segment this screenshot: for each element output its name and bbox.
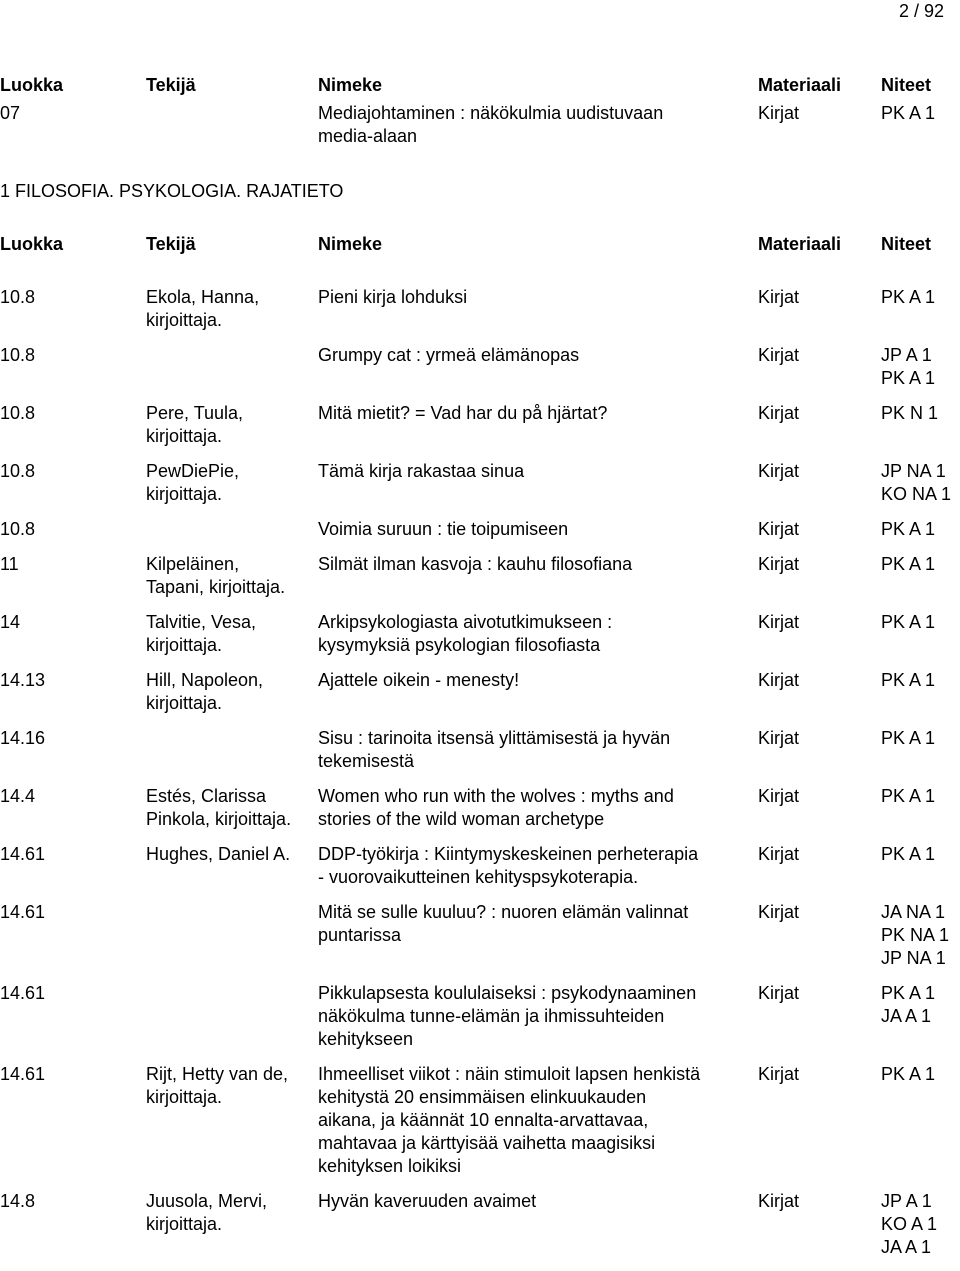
cell-materiaali xyxy=(758,102,881,125)
cell-materiaali xyxy=(758,518,881,541)
cell-materiaali-line: Kirjat xyxy=(758,844,800,864)
table-row xyxy=(0,1190,960,1259)
cell-tekija xyxy=(146,611,318,657)
table-row xyxy=(0,727,960,773)
cell-nimeke-line: Pikkulapsesta koululaiseksi : psykodynaaminen xyxy=(318,983,697,1003)
table-row xyxy=(0,286,960,332)
cell-luokka xyxy=(0,982,146,1005)
cell-luokka-line: 07 xyxy=(0,103,21,123)
cell-materiaali xyxy=(758,1063,881,1086)
cell-nimeke-line: Women who run with the wolves : myths and xyxy=(318,786,674,806)
cell-nimeke-line: Sisu : tarinoita itsensä ylittämisestä ja hyvän xyxy=(318,728,671,748)
cell-tekija-line: kirjoittaja. xyxy=(146,484,223,504)
cell-nimeke-line: Arkipsykologiasta aivotutkimukseen : xyxy=(318,612,613,632)
cell-tekija-line: Talvitie, Vesa, xyxy=(146,612,257,632)
cell-niteet xyxy=(881,727,960,750)
cell-tekija xyxy=(146,286,318,332)
cell-materiaali xyxy=(758,402,881,425)
cell-tekija-line: Estés, Clarissa xyxy=(146,786,267,806)
table-row xyxy=(0,785,960,831)
cell-tekija-line: Hughes, Daniel A. xyxy=(146,844,291,864)
table-header-main xyxy=(0,233,960,256)
cell-niteet-line: JP NA 1 xyxy=(881,948,946,968)
cell-nimeke xyxy=(318,785,758,831)
cell-niteet xyxy=(881,901,960,970)
cell-materiaali xyxy=(758,611,881,634)
cell-niteet xyxy=(881,1190,960,1259)
table-row xyxy=(0,553,960,599)
cell-luokka xyxy=(0,669,146,692)
cell-luokka-line: 11 xyxy=(0,554,19,574)
cell-luokka-line: 14 xyxy=(0,612,21,632)
cell-tekija-line: kirjoittaja. xyxy=(146,1087,223,1107)
cell-tekija xyxy=(146,460,318,506)
cell-luokka-line: 10.8 xyxy=(0,287,36,307)
cell-luokka xyxy=(0,1063,146,1086)
table-row xyxy=(0,1063,960,1178)
header-materiaali: Materiaali xyxy=(758,75,842,95)
cell-nimeke xyxy=(318,460,758,483)
cell-niteet-line: PK A 1 xyxy=(881,844,936,864)
cell-niteet-line: PK A 1 xyxy=(881,1064,936,1084)
cell-nimeke xyxy=(318,344,758,367)
cell-nimeke xyxy=(318,518,758,541)
cell-materiaali xyxy=(758,1190,881,1213)
table-row xyxy=(0,460,960,506)
cell-materiaali-line: Kirjat xyxy=(758,403,800,423)
header-luokka: Luokka xyxy=(0,234,64,254)
cell-materiaali-line: Kirjat xyxy=(758,554,800,574)
cell-nimeke-line: Voimia suruun : tie toipumiseen xyxy=(318,519,569,539)
cell-materiaali xyxy=(758,785,881,808)
table-row xyxy=(0,843,960,889)
cell-niteet-line: PK A 1 xyxy=(881,519,936,539)
cell-nimeke-line: kehityksen loikiksi xyxy=(318,1156,462,1176)
cell-luokka xyxy=(0,611,146,634)
cell-nimeke xyxy=(318,553,758,576)
cell-materiaali xyxy=(758,460,881,483)
cell-luokka-line: 14.16 xyxy=(0,728,46,748)
cell-nimeke xyxy=(318,286,758,309)
cell-niteet xyxy=(881,286,960,309)
top-rows xyxy=(0,102,960,160)
cell-tekija xyxy=(146,1190,318,1236)
cell-luokka-line: 14.61 xyxy=(0,844,46,864)
cell-niteet xyxy=(881,843,960,866)
cell-niteet-line: PK A 1 xyxy=(881,287,936,307)
cell-nimeke-line: Mediajohtaminen : näkökulmia uudistuvaan xyxy=(318,103,664,123)
cell-luokka xyxy=(0,518,146,541)
cell-nimeke-line: Mitä mietit? = Vad har du på hjärtat? xyxy=(318,403,608,423)
table-row xyxy=(0,611,960,657)
cell-niteet xyxy=(881,344,960,390)
cell-nimeke-line: näkökulma tunne-elämän ja ihmissuhteiden xyxy=(318,1006,665,1026)
cell-luokka xyxy=(0,1190,146,1213)
cell-tekija-line: Pere, Tuula, xyxy=(146,403,244,423)
cell-nimeke xyxy=(318,1190,758,1213)
cell-nimeke-line: media-alaan xyxy=(318,126,418,146)
cell-luokka-line: 14.13 xyxy=(0,670,46,690)
cell-nimeke-line: tekemisestä xyxy=(318,751,415,771)
cell-niteet-line: JP NA 1 xyxy=(881,461,946,481)
cell-materiaali-line: Kirjat xyxy=(758,902,800,922)
cell-nimeke xyxy=(318,102,758,148)
cell-materiaali-line: Kirjat xyxy=(758,612,800,632)
table-row xyxy=(0,982,960,1051)
cell-nimeke-line: kysymyksiä psykologian filosofiasta xyxy=(318,635,601,655)
cell-luokka xyxy=(0,344,146,367)
header-niteet: Niteet xyxy=(881,234,932,254)
header-niteet: Niteet xyxy=(881,75,932,95)
cell-nimeke-line: Tämä kirja rakastaa sinua xyxy=(318,461,525,481)
cell-tekija-line: Hill, Napoleon, xyxy=(146,670,264,690)
cell-nimeke-line: Silmät ilman kasvoja : kauhu filosofiana xyxy=(318,554,633,574)
cell-niteet-line: JA A 1 xyxy=(881,1237,932,1257)
cell-materiaali-line: Kirjat xyxy=(758,345,800,365)
cell-niteet-line: PK A 1 xyxy=(881,612,936,632)
cell-niteet xyxy=(881,611,960,634)
cell-nimeke xyxy=(318,669,758,692)
cell-materiaali-line: Kirjat xyxy=(758,786,800,806)
cell-niteet-line: JP A 1 xyxy=(881,1191,932,1211)
cell-nimeke-line: Mitä se sulle kuuluu? : nuoren elämän valinnat xyxy=(318,902,689,922)
cell-tekija-line: kirjoittaja. xyxy=(146,426,223,446)
cell-luokka xyxy=(0,286,146,309)
cell-luokka xyxy=(0,901,146,924)
cell-niteet xyxy=(881,982,960,1028)
cell-luokka xyxy=(0,785,146,808)
cell-luokka-line: 10.8 xyxy=(0,345,36,365)
cell-niteet xyxy=(881,553,960,576)
cell-nimeke-line: mahtavaa ja kärttyisää vaihetta maagisiksi xyxy=(318,1133,656,1153)
cell-luokka xyxy=(0,402,146,425)
table-row xyxy=(0,402,960,448)
cell-nimeke xyxy=(318,402,758,425)
cell-nimeke-line: kehitykseen xyxy=(318,1029,414,1049)
cell-niteet xyxy=(881,402,960,425)
cell-niteet xyxy=(881,1063,960,1086)
cell-nimeke-line: Grumpy cat : yrmeä elämänopas xyxy=(318,345,580,365)
cell-niteet-line: PK N 1 xyxy=(881,403,939,423)
cell-nimeke-line: puntarissa xyxy=(318,925,402,945)
cell-tekija-line: kirjoittaja. xyxy=(146,310,223,330)
page-number: 2 / 92 xyxy=(898,1,944,21)
cell-luokka-line: 14.4 xyxy=(0,786,36,806)
cell-nimeke xyxy=(318,843,758,889)
header-luokka: Luokka xyxy=(0,75,64,95)
cell-tekija xyxy=(146,1063,318,1109)
cell-nimeke-line: Hyvän kaveruuden avaimet xyxy=(318,1191,537,1211)
cell-tekija-line: Ekola, Hanna, xyxy=(146,287,260,307)
cell-nimeke-line: stories of the wild woman archetype xyxy=(318,809,605,829)
cell-niteet-line: PK NA 1 xyxy=(881,925,950,945)
table-header-top xyxy=(0,74,960,97)
main-rows xyxy=(0,286,960,1271)
cell-materiaali-line: Kirjat xyxy=(758,728,800,748)
cell-tekija-line: PewDiePie, xyxy=(146,461,240,481)
cell-nimeke xyxy=(318,982,758,1051)
cell-nimeke xyxy=(318,901,758,947)
cell-niteet xyxy=(881,669,960,692)
table-row xyxy=(0,669,960,715)
header-nimeke: Nimeke xyxy=(318,234,383,254)
cell-tekija xyxy=(146,843,318,866)
cell-materiaali-line: Kirjat xyxy=(758,1191,800,1211)
cell-materiaali-line: Kirjat xyxy=(758,983,800,1003)
section-title: 1 FILOSOFIA. PSYKOLOGIA. RAJATIETO xyxy=(0,181,344,201)
cell-tekija-line: Kilpeläinen, xyxy=(146,554,240,574)
header-tekija: Tekijä xyxy=(146,234,196,254)
cell-materiaali xyxy=(758,727,881,750)
cell-tekija xyxy=(146,553,318,599)
cell-niteet-line: PK A 1 xyxy=(881,670,936,690)
cell-nimeke xyxy=(318,727,758,773)
cell-nimeke-line: DDP-työkirja : Kiintymyskeskeinen perheterapia xyxy=(318,844,699,864)
cell-niteet xyxy=(881,460,960,506)
cell-luokka xyxy=(0,102,146,125)
cell-nimeke-line: Ihmeelliset viikot : näin stimuloit lapsen henkistä xyxy=(318,1064,701,1084)
cell-niteet-line: PK A 1 xyxy=(881,368,936,388)
cell-materiaali xyxy=(758,843,881,866)
cell-luokka xyxy=(0,460,146,483)
cell-nimeke-line: kehitystä 20 ensimmäisen elinkuukauden xyxy=(318,1087,647,1107)
cell-niteet xyxy=(881,785,960,808)
cell-tekija-line: Juusola, Mervi, xyxy=(146,1191,268,1211)
cell-luokka-line: 10.8 xyxy=(0,403,36,423)
cell-tekija xyxy=(146,402,318,448)
cell-niteet-line: PK A 1 xyxy=(881,554,936,574)
cell-niteet-line: JP A 1 xyxy=(881,345,932,365)
cell-luokka-line: 10.8 xyxy=(0,461,36,481)
cell-niteet xyxy=(881,102,960,125)
cell-luokka-line: 14.61 xyxy=(0,983,46,1003)
cell-niteet-line: JA A 1 xyxy=(881,1006,932,1026)
cell-nimeke xyxy=(318,1063,758,1178)
header-materiaali: Materiaali xyxy=(758,234,842,254)
header-tekija: Tekijä xyxy=(146,75,196,95)
cell-tekija-line: Tapani, kirjoittaja. xyxy=(146,577,286,597)
cell-luokka-line: 14.8 xyxy=(0,1191,36,1211)
cell-nimeke xyxy=(318,611,758,657)
cell-tekija-line: Rijt, Hetty van de, xyxy=(146,1064,289,1084)
cell-materiaali xyxy=(758,553,881,576)
cell-materiaali-line: Kirjat xyxy=(758,287,800,307)
cell-materiaali-line: Kirjat xyxy=(758,1064,800,1084)
cell-tekija xyxy=(146,785,318,831)
cell-tekija-line: kirjoittaja. xyxy=(146,1214,223,1234)
table-row xyxy=(0,518,960,541)
cell-niteet-line: PK A 1 xyxy=(881,983,936,1003)
cell-nimeke-line: Ajattele oikein - menesty! xyxy=(318,670,520,690)
table-row xyxy=(0,102,960,148)
cell-nimeke-line: - vuorovaikutteinen kehityspsykoterapia. xyxy=(318,867,639,887)
cell-niteet-line: KO A 1 xyxy=(881,1214,938,1234)
cell-materiaali-line: Kirjat xyxy=(758,670,800,690)
table-row xyxy=(0,901,960,970)
cell-niteet-line: KO NA 1 xyxy=(881,484,952,504)
table-row xyxy=(0,344,960,390)
cell-luokka-line: 14.61 xyxy=(0,902,46,922)
cell-materiaali xyxy=(758,286,881,309)
cell-materiaali-line: Kirjat xyxy=(758,103,800,123)
cell-materiaali-line: Kirjat xyxy=(758,519,800,539)
cell-niteet-line: PK A 1 xyxy=(881,103,936,123)
cell-materiaali xyxy=(758,669,881,692)
cell-luokka-line: 10.8 xyxy=(0,519,36,539)
cell-materiaali-line: Kirjat xyxy=(758,461,800,481)
cell-luokka xyxy=(0,843,146,866)
cell-niteet xyxy=(881,518,960,541)
cell-nimeke-line: Pieni kirja lohduksi xyxy=(318,287,468,307)
cell-niteet-line: JA NA 1 xyxy=(881,902,946,922)
cell-niteet-line: PK A 1 xyxy=(881,728,936,748)
cell-materiaali xyxy=(758,344,881,367)
cell-luokka xyxy=(0,727,146,750)
cell-nimeke-line: aikana, ja käännät 10 ennalta-arvattavaa, xyxy=(318,1110,649,1130)
header-nimeke: Nimeke xyxy=(318,75,383,95)
cell-tekija xyxy=(146,669,318,715)
cell-tekija-line: kirjoittaja. xyxy=(146,635,223,655)
cell-luokka xyxy=(0,553,146,576)
cell-materiaali xyxy=(758,901,881,924)
cell-tekija-line: Pinkola, kirjoittaja. xyxy=(146,809,292,829)
cell-niteet-line: PK A 1 xyxy=(881,786,936,806)
cell-tekija-line: kirjoittaja. xyxy=(146,693,223,713)
cell-luokka-line: 14.61 xyxy=(0,1064,46,1084)
cell-materiaali xyxy=(758,982,881,1005)
